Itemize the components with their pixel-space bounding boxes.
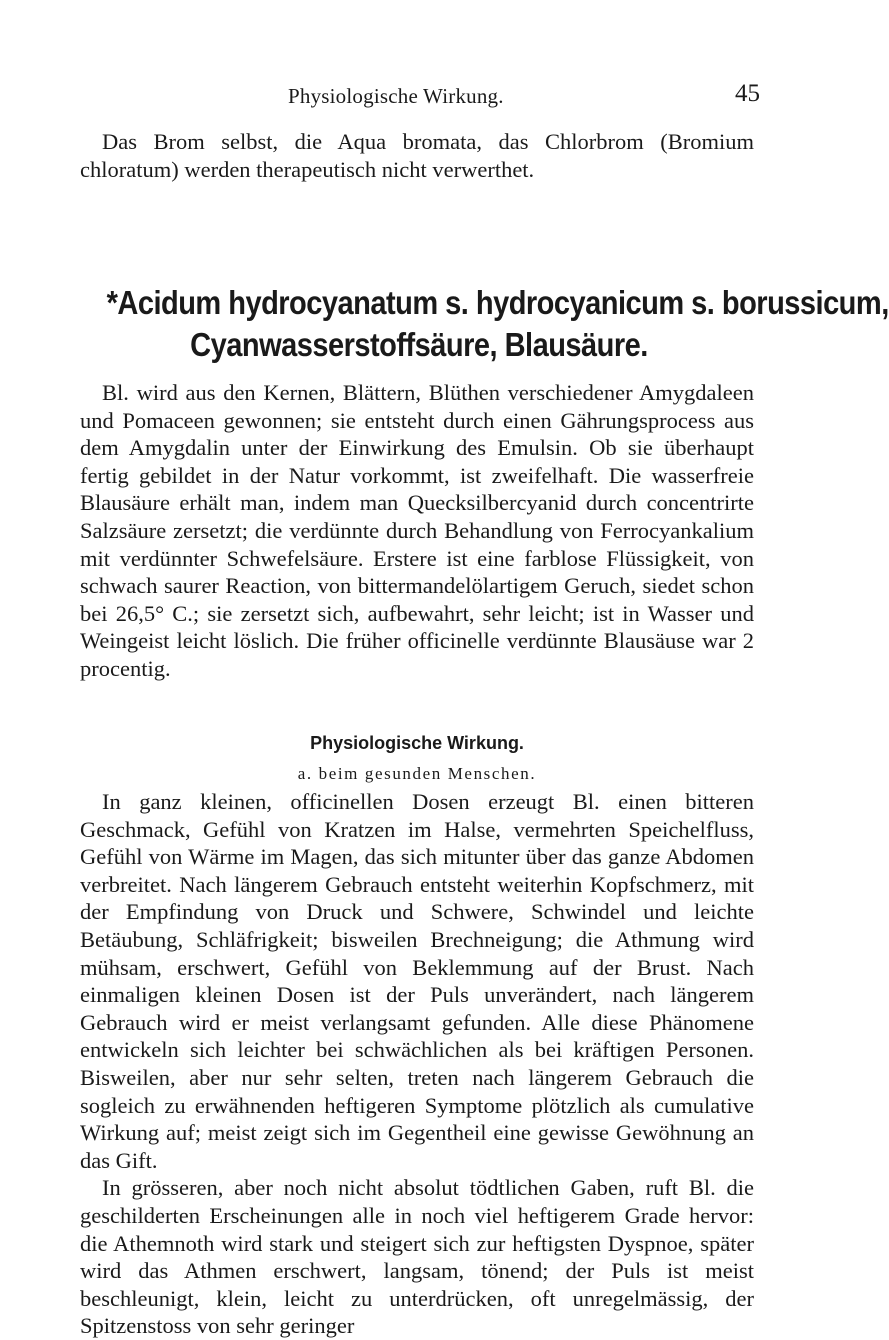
- running-title: Physiologische Wirkung.: [288, 84, 504, 108]
- entry-heading-line-1: *Acidum hydrocyanatum s. hydrocyanicum s. borussicum,: [106, 284, 889, 321]
- entry-heading: [106, 282, 889, 366]
- running-head: [80, 80, 800, 114]
- section-body: [80, 788, 754, 1340]
- intro-paragraph: Das Brom selbst, die Aqua bromata, das Chlorbrom (Bromium chloratum) werden therapeutisch nicht verwerthet.: [80, 129, 754, 182]
- section-paragraph: In grösseren, aber noch nicht absolut tödtlichen Gaben, ruft Bl. die geschilderten Erscheinungen alle in noch viel heftigerem Grade hervor: die Athemnoth wird stark und steigert sich zur heftigsten Dyspnoe, später wird das Athmen erschwert, langsam, tönend; der Puls ist meist beschleunigt, klein, leicht zu unterdrücken, oft unregelmässig, der Spitzenstoss von sehr geringer: [80, 1175, 754, 1339]
- page-number: 45: [735, 80, 760, 107]
- section-paragraph: In ganz kleinen, officinellen Dosen erzeugt Bl. einen bitteren Geschmack, Gefühl von Kratzen im Halse, vermehrten Speichelfluss, Gefühl von Wärme im Magen, das sich mitunter über das ganze Abdomen verbreitet. Nach längerem Gebrauch entsteht weiterhin Kopfschmerz, mit der Empfindung von Druck und Schwere, Schwindel und leichte Betäubung, Schläfrigkeit; bisweilen Brechneigung; die Athmung wird mühsam, erschwert, Gefühl von Beklemmung auf der Brust. Nach einmaligen kleinen Dosen ist der Puls unverändert, nach längerem Gebrauch wird er meist verlangsamt gefunden. Alle diese Phänomene entwickeln sich leichter bei schwächlichen als bei kräftigen Personen. Bisweilen, aber nur sehr selten, treten nach längerem Gebrauch die sogleich zu erwähnenden heftigeren Symptome plötzlich als cumulative Wirkung auf; meist zeigt sich im Gegentheil eine gewisse Gewöhnung an das Gift.: [80, 789, 754, 1173]
- subsection-title: a. beim gesunden Menschen.: [297, 764, 537, 783]
- intro-paragraph-block: [80, 128, 754, 183]
- entry-description-paragraph: Bl. wird aus den Kernen, Blättern, Blüthen verschiedener Amygdaleen und Pomaceen gewonnen; sie entsteht durch einen Gährungsprocess aus dem Amygdalin unter der Einwirkung des Emulsin. Ob sie überhaupt fertig gebildet in der Natur vorkommt, ist zweifelhaft. Die wasserfreie Blausäure erhält man, indem man Quecksilbercyanid durch concentrirte Salzsäure zersetzt; die verdünnte durch Behandlung von Ferrocyankalium mit verdünnter Schwefelsäure. Erstere ist eine farblose Flüssigkeit, von schwach saurer Reaction, von bittermandelölartigem Geruch, siedet schon bei 26,5° C.; sie zersetzt sich, aufbewahrt, sehr leicht; ist in Wasser und Weingeist leicht löslich. Die früher officinelle verdünnte Blausäuse war 2 procentig.: [80, 380, 754, 681]
- entry-description-block: [80, 379, 754, 683]
- section-title: Physiologische Wirkung.: [310, 733, 524, 753]
- entry-heading-line-2: Cyanwasserstoffsäure, Blausäure.: [190, 326, 648, 363]
